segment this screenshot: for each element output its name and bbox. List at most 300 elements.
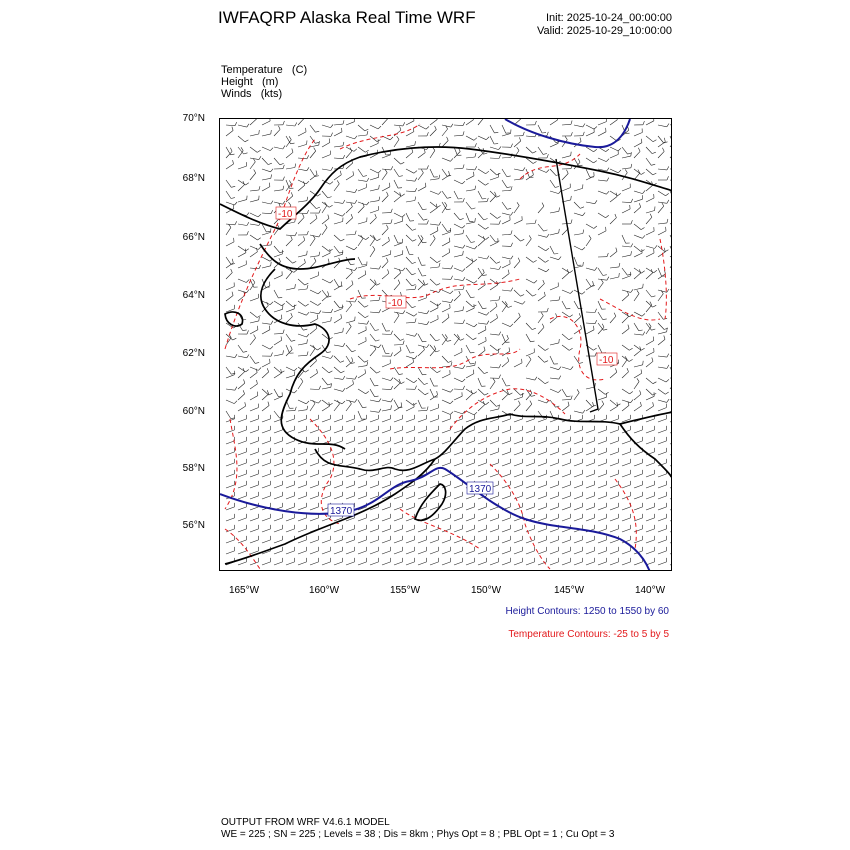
wind-barb — [658, 136, 664, 143]
wind-barb — [346, 321, 355, 323]
wind-barb — [262, 178, 271, 180]
wind-barb — [586, 202, 595, 204]
wind-barb — [394, 283, 400, 290]
wind-barb-flag — [257, 150, 260, 152]
wind-barb — [370, 125, 378, 129]
wind-barb — [514, 206, 519, 213]
wind-barb — [226, 474, 235, 477]
wind-barb — [238, 452, 247, 455]
wind-barb — [262, 147, 270, 151]
wind-barb — [322, 191, 328, 198]
wind-barb — [454, 135, 463, 136]
wind-barb — [598, 404, 604, 411]
wind-barb — [658, 562, 667, 565]
wind-barb — [574, 411, 583, 413]
wind-barb-flag — [450, 412, 453, 415]
wind-barb — [226, 485, 235, 488]
wind-barb-flag — [269, 183, 270, 187]
wind-barb — [406, 419, 415, 422]
wind-barb — [298, 158, 307, 159]
wind-barb-flag — [607, 168, 609, 171]
wind-barb-flag — [667, 365, 669, 369]
wind-barb — [598, 474, 607, 477]
wind-barb-flag — [415, 386, 417, 390]
valid-time: Valid: 2025-10-29_10:00:00 — [537, 25, 672, 37]
wind-barb — [262, 372, 269, 378]
wind-barb-flag — [399, 374, 403, 375]
wind-barb — [286, 474, 295, 477]
wind-barb-flag — [342, 401, 345, 404]
wind-barb — [610, 169, 618, 173]
wind-barb-flag — [582, 292, 585, 295]
wind-barb — [322, 206, 327, 214]
wind-barb — [574, 507, 583, 510]
wind-barb — [490, 242, 498, 246]
wind-barb — [610, 406, 618, 411]
wind-barb — [454, 419, 463, 422]
wind-barb — [490, 257, 496, 263]
wind-barb — [250, 330, 258, 334]
wind-barb — [310, 463, 319, 466]
wind-barb — [226, 389, 235, 390]
wind-barb — [274, 485, 283, 488]
wind-barb-flag — [303, 329, 307, 330]
wind-barb — [526, 360, 531, 368]
wind-barb-flag — [451, 124, 453, 127]
wind-barb — [550, 300, 559, 301]
wind-barb-flag — [316, 215, 317, 219]
wind-barb-flag — [593, 281, 594, 285]
wind-barb-flag — [301, 378, 303, 381]
wind-barb — [550, 430, 559, 433]
wind-barb — [406, 301, 412, 308]
wind-barb-flag — [631, 289, 633, 292]
wind-barb-flag — [365, 129, 369, 131]
wind-barb — [298, 180, 306, 184]
wind-barb-flag — [451, 276, 453, 280]
wind-barb — [226, 411, 231, 419]
wind-barb — [502, 290, 511, 291]
wind-barb-flag — [474, 172, 475, 176]
wind-barb — [262, 485, 271, 488]
wind-barb-flag — [365, 316, 368, 318]
wind-barb — [466, 441, 475, 444]
wind-barb — [658, 312, 663, 319]
wind-barb-flag — [445, 202, 447, 205]
wind-barb — [478, 430, 487, 433]
wind-barb — [670, 485, 672, 488]
map-panel[interactable] — [219, 118, 672, 571]
wind-barb — [646, 430, 655, 433]
wind-barb — [238, 406, 246, 411]
temperature-contour — [340, 124, 420, 149]
wind-barb — [382, 241, 389, 246]
wind-barb — [286, 485, 295, 488]
wind-barb — [658, 323, 664, 330]
wind-barb-flag — [401, 194, 404, 196]
wind-barb — [490, 419, 499, 422]
wind-barb — [298, 263, 305, 268]
wind-barb-flag — [315, 131, 319, 132]
wind-barb — [418, 551, 427, 554]
wind-barb-flag — [547, 308, 548, 312]
wind-barb — [454, 295, 460, 301]
wind-barb — [466, 374, 474, 378]
wind-barb — [250, 283, 255, 291]
wind-barb — [406, 356, 415, 359]
wind-barb-flag — [343, 155, 345, 159]
wind-barb — [610, 452, 619, 455]
wind-barb-flag — [233, 160, 234, 164]
wind-barb — [238, 394, 245, 400]
wind-barb — [502, 180, 507, 188]
wind-barb — [586, 279, 591, 287]
wind-barb — [562, 562, 571, 565]
wind-barb-flag — [607, 253, 608, 257]
wind-barb — [622, 276, 630, 279]
wind-barb — [526, 419, 535, 422]
wind-barb — [358, 180, 367, 181]
wind-barb-flag — [427, 310, 429, 313]
wind-barb — [502, 264, 510, 268]
wind-barb-flag — [307, 197, 308, 201]
wind-barb — [658, 400, 667, 402]
wind-barb — [622, 246, 631, 247]
wind-barb-flag — [353, 380, 354, 384]
wind-barb-flag — [475, 166, 477, 170]
wind-barb-flag — [637, 290, 639, 293]
wind-barb-flag — [603, 275, 607, 276]
wind-barb — [442, 232, 451, 235]
wind-barb — [310, 151, 316, 158]
wind-barb — [346, 529, 355, 532]
wind-barb — [298, 289, 307, 290]
wind-barb-flag — [244, 379, 245, 383]
wind-barb — [346, 268, 355, 271]
wind-barb-flag — [558, 390, 561, 393]
wind-barb — [454, 352, 462, 356]
wind-barb-flag — [541, 312, 543, 315]
wind-barb-flag — [318, 303, 321, 306]
wind-barb — [382, 463, 391, 466]
wind-barb — [562, 389, 567, 397]
wind-barb-flag — [533, 151, 537, 153]
wind-barb-flag — [499, 296, 500, 300]
wind-barb — [538, 452, 547, 455]
wind-barb-flag — [437, 391, 438, 395]
wind-barb — [598, 507, 607, 510]
wind-barb — [346, 207, 352, 213]
wind-barb-flag — [437, 284, 441, 286]
wind-barb-flag — [463, 122, 465, 126]
wind-barb — [262, 158, 268, 165]
wind-barb — [670, 367, 672, 375]
wind-barb — [370, 485, 379, 488]
wind-barb — [502, 339, 509, 345]
wind-barb — [562, 507, 571, 510]
wind-barb — [430, 474, 439, 477]
wind-barb — [382, 155, 391, 158]
wind-barb — [442, 430, 451, 433]
wind-barb — [226, 463, 235, 466]
wind-barb — [274, 411, 280, 418]
wind-barb-flag — [628, 153, 632, 154]
wind-barb — [526, 496, 535, 499]
wind-barb — [454, 279, 463, 281]
wind-barb-flag — [529, 356, 531, 359]
wind-barb-flag — [422, 341, 426, 342]
wind-barb — [382, 273, 389, 279]
wind-barb — [274, 129, 280, 136]
wind-barb-flag — [294, 270, 297, 273]
wind-barb — [286, 125, 295, 126]
wind-barb-flag — [463, 198, 464, 202]
wind-barb-flag — [472, 119, 473, 120]
wind-barb — [250, 134, 259, 136]
wind-barb-flag — [439, 222, 441, 226]
wind-barb — [370, 210, 379, 213]
wind-barb — [490, 318, 498, 323]
wind-barb — [250, 396, 258, 400]
wind-barb — [394, 452, 403, 455]
wind-barb-flag — [435, 126, 437, 130]
wind-barb — [382, 173, 387, 180]
wind-barb — [310, 349, 315, 356]
wind-barb — [370, 378, 374, 386]
wind-barb — [502, 441, 511, 444]
wind-barb — [490, 268, 499, 270]
wind-barb — [322, 367, 329, 373]
wind-barb — [370, 518, 379, 521]
wind-barb — [358, 266, 367, 269]
lat-label: 58°N — [182, 463, 205, 474]
wind-barb-flag — [447, 137, 449, 141]
wind-barb — [442, 540, 451, 543]
wind-barb — [538, 540, 547, 543]
wind-barb — [370, 463, 379, 466]
wind-barb-flag — [571, 220, 572, 224]
wind-barb — [358, 222, 367, 225]
wind-barb — [418, 441, 427, 444]
wind-barb-flag — [271, 321, 273, 325]
wind-barb — [658, 151, 664, 158]
wind-barb — [346, 551, 355, 554]
wind-barb — [646, 551, 655, 554]
wind-barb-flag — [325, 224, 327, 227]
wind-barb-flag — [235, 122, 237, 126]
wind-barb — [346, 305, 352, 312]
wind-barb — [442, 441, 451, 444]
wind-barb — [334, 345, 343, 347]
wind-barb — [598, 540, 607, 543]
wind-barb-flag — [378, 126, 381, 129]
wind-barb — [298, 301, 305, 306]
wind-barb — [502, 220, 510, 224]
wind-barb — [442, 290, 450, 294]
wind-barb — [322, 312, 331, 313]
wind-barb — [226, 296, 233, 302]
wind-barb-flag — [245, 140, 249, 142]
wind-barb — [274, 518, 283, 521]
wind-barb-flag — [351, 203, 353, 207]
wind-barb — [538, 257, 545, 262]
wind-barb — [526, 147, 533, 153]
wind-barb — [526, 452, 535, 455]
wind-barb — [394, 140, 399, 148]
wind-barb — [586, 507, 595, 510]
wind-barb — [394, 419, 403, 422]
wind-barb-flag — [367, 202, 370, 205]
wind-barb — [622, 329, 629, 335]
wind-barb — [286, 551, 295, 554]
wind-barb-flag — [667, 399, 669, 402]
wind-barb-flag — [317, 194, 320, 196]
wind-barb — [622, 496, 631, 499]
wind-barb-flag — [270, 302, 273, 305]
wind-barb — [634, 334, 643, 335]
wind-barb — [514, 261, 520, 268]
wind-barb — [670, 251, 672, 257]
wind-barb-flag — [533, 162, 536, 164]
wind-barb — [358, 540, 367, 543]
wind-barb — [430, 169, 434, 177]
wind-barb-flag — [639, 330, 643, 331]
wind-barb-flag — [271, 130, 272, 134]
wind-barb-flag — [268, 163, 272, 164]
wind-barb — [310, 202, 316, 209]
wind-barb-flag — [270, 148, 273, 151]
lat-label: 62°N — [182, 348, 205, 359]
wind-barb — [550, 441, 559, 444]
wind-barb — [562, 540, 571, 543]
wind-barb — [466, 308, 474, 312]
wind-barb — [322, 290, 327, 297]
wind-barb — [310, 551, 319, 554]
wind-barb — [550, 287, 558, 291]
wind-barb-flag — [390, 137, 393, 140]
wind-barb — [238, 551, 247, 554]
wind-barb — [250, 224, 259, 225]
wind-barb — [310, 125, 315, 132]
wind-barb — [274, 474, 283, 477]
wind-barb — [430, 389, 434, 397]
wind-barb-flag — [652, 329, 656, 330]
wind-barb — [226, 430, 235, 433]
wind-barb — [622, 317, 628, 323]
wind-barb — [334, 309, 342, 312]
wind-barb — [658, 485, 667, 488]
wind-barb-flag — [414, 380, 417, 382]
wind-barb — [250, 190, 259, 191]
wind-barb — [526, 323, 532, 330]
wind-barb — [538, 316, 543, 323]
wind-barb — [322, 378, 328, 385]
wind-barb — [478, 213, 484, 220]
wind-barb — [490, 300, 499, 301]
wind-barb — [250, 252, 257, 257]
wind-barb — [262, 452, 271, 455]
wind-barb — [598, 463, 607, 466]
wind-barb-flag — [247, 124, 249, 127]
wind-barb — [370, 551, 379, 554]
footer-model: OUTPUT FROM WRF V4.6.1 MODEL — [221, 817, 390, 828]
wind-barb-flag — [625, 169, 627, 172]
wind-barb-flag — [483, 308, 487, 309]
wind-barb-flag — [653, 173, 657, 175]
wind-barb — [658, 206, 664, 213]
wind-barb-flag — [259, 317, 260, 321]
wind-barb-flag — [654, 270, 657, 272]
wind-barb-flag — [583, 262, 584, 266]
wind-barb — [370, 189, 379, 191]
wind-barb-flag — [629, 359, 633, 361]
wind-barb-flag — [317, 315, 318, 319]
wind-barb — [562, 345, 569, 350]
wind-barb — [622, 268, 627, 275]
wind-barb-flag — [232, 259, 233, 263]
wind-barb — [490, 136, 494, 144]
wind-barb-flag — [375, 330, 379, 331]
wind-barb — [262, 330, 270, 334]
wind-barb — [550, 485, 559, 488]
wind-barb — [298, 452, 307, 455]
wind-barb-flag — [414, 119, 415, 121]
wind-barb-flag — [328, 291, 329, 295]
wind-barb — [322, 125, 331, 128]
wind-barb — [502, 562, 511, 565]
wind-barb — [586, 485, 595, 488]
wind-barb — [430, 202, 437, 208]
wind-barb-flag — [343, 200, 345, 203]
wind-barb — [634, 207, 641, 213]
wind-barb-flag — [458, 199, 462, 200]
wind-barb — [430, 441, 439, 444]
wind-barb — [334, 146, 343, 147]
wind-barb — [562, 485, 571, 488]
wind-barb — [262, 441, 271, 444]
wind-barb-flag — [438, 303, 441, 305]
wind-barb — [634, 540, 643, 543]
wind-barb — [334, 452, 343, 455]
variable-list — [221, 64, 307, 100]
wind-barb-flag — [666, 379, 669, 382]
wind-barb — [418, 334, 422, 342]
wind-barb-flag — [291, 236, 293, 240]
wind-barb-flag — [231, 154, 235, 155]
wind-barb — [298, 169, 307, 171]
wind-barb — [322, 562, 331, 565]
wind-barb — [262, 266, 271, 268]
wind-barb — [394, 562, 403, 565]
wind-barb — [514, 507, 523, 510]
wind-barb — [550, 180, 555, 187]
wind-barb — [442, 389, 450, 392]
wind-barb — [586, 330, 594, 334]
wind-barb — [646, 529, 655, 532]
wind-barb — [238, 224, 247, 226]
wind-barb-flag — [307, 285, 308, 289]
wind-barb — [658, 529, 667, 532]
wind-barb — [454, 540, 463, 543]
wind-barb-flag — [437, 261, 441, 263]
wind-barb — [478, 330, 486, 334]
wind-barb — [358, 551, 367, 554]
wind-barb — [526, 136, 535, 137]
lat-label: 56°N — [182, 520, 205, 531]
wind-barb-flag — [343, 120, 344, 124]
wind-barb-flag — [376, 340, 380, 341]
wind-barb — [466, 169, 475, 170]
